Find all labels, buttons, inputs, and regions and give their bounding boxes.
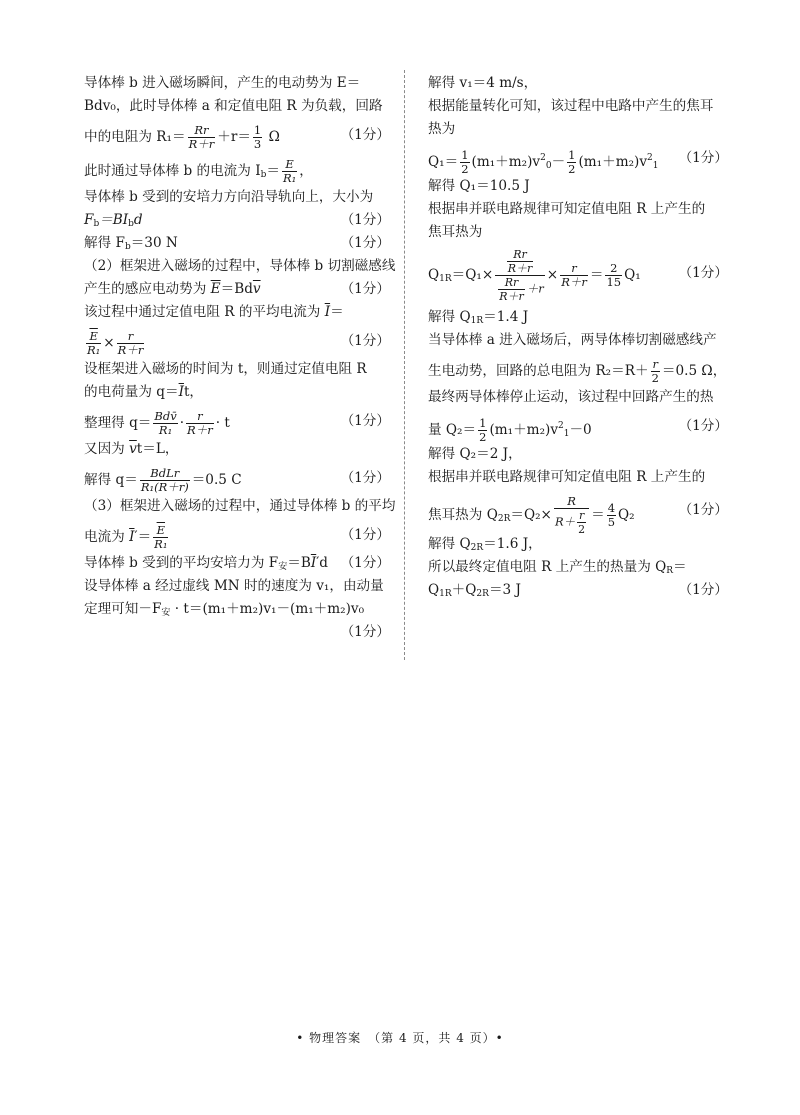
page-footer: • 物理答案 （第 4 页，共 4 页）• bbox=[296, 1031, 504, 1045]
equation-line: 电流为 $\overline{I}'=$ $\frac{\overline{E}}{\text{R₁}}$ （1分） bbox=[84, 523, 390, 551]
score-mark: （1分） bbox=[340, 413, 390, 429]
text-line: （2）框架进入磁场的过程中，导体棒 b 切割磁感线 bbox=[84, 258, 396, 274]
equation-line: 此时通过导体棒 b 的电流为 $I_b=$ $\frac{E}{\text{R₁}}$ ， bbox=[84, 157, 313, 185]
column-divider bbox=[404, 70, 405, 660]
text-line: 解得 Q₁＝10.5 J bbox=[428, 178, 530, 194]
text-line: 解得 v₁＝4 m/s， bbox=[428, 75, 538, 91]
score-mark: （1分） bbox=[678, 582, 728, 598]
score-mark: （1分） bbox=[678, 265, 728, 281]
text-line: 当导体棒 a 进入磁场后，两导体棒切割磁感线产 bbox=[428, 332, 717, 348]
text-line: 根据串并联电路规律可知定值电阻 R 上产生的 bbox=[428, 201, 706, 217]
score-mark: （1分） bbox=[340, 555, 390, 571]
equation-line: 整理得 q＝ $\frac{\text{Bdv̄}}{\text{R₁}}$ · $\frac{r}{R+r}$ · t （1分） bbox=[84, 409, 390, 437]
equation-line: 解得 $F_b=30$ N （1分） bbox=[84, 232, 390, 255]
score-mark: （1分） bbox=[678, 418, 728, 434]
equation-line: 中的电阻为 R₁＝ $\frac{Rr}{R+r}$ ＋r＝ $\frac{1}{3}$ Ω （1分） bbox=[84, 123, 390, 151]
score-mark: （1分） bbox=[340, 235, 390, 251]
text-line: 焦耳热为 bbox=[428, 224, 483, 240]
equation-line: 焦耳热为 $Q_{2R}=Q_2\times$ R R＋ $\frac{r}{2}$ ＝ $\frac{4}{5}$ Q₂ （1分） bbox=[428, 494, 728, 536]
text-line: Bdv₀，此时导体棒 a 和定值电阻 R 为负载，回路 bbox=[84, 98, 383, 114]
equation-line: 定理可知$-F_安 \cdot t=(m_1+m_2)v_1-(m_1+m_2)v_0$ bbox=[84, 601, 365, 618]
text-line: 设导体棒 a 经过虚线 MN 时的速度为 v₁，由动量 bbox=[84, 578, 384, 594]
text-line: 该过程中通过定值电阻 R 的平均电流为 $\overline{I}=$ bbox=[84, 304, 344, 320]
score-mark: （1分） bbox=[340, 470, 390, 486]
text-line: 导体棒 b 受到的安培力方向沿导轨向上，大小为 bbox=[84, 189, 374, 205]
equation-line: 所以最终定值电阻 R 上产生的热量为 $Q_R=$ bbox=[428, 559, 687, 576]
text-line: 最终两导体棒停止运动，该过程中回路产生的热 bbox=[428, 389, 714, 405]
score-mark: （1分） bbox=[340, 333, 390, 349]
text-line: （3）框架进入磁场的过程中，通过导体棒 b 的平均 bbox=[84, 498, 396, 514]
equation-line: 产生的感应电动势为 $\overline{E}=Bd\overline{v}$ （1分） bbox=[84, 278, 390, 301]
equation-line: $Q_{1R}=Q_1\times$ $\frac{Rr}{R+r}$ $\frac{Rr}{R+r}$ ＋r × $\frac{r}{R+r}$ ＝ $\frac{2}{15}$ Q₁ （1分） bbox=[428, 248, 728, 303]
equation-line: $\frac{\overline{E}}{\text{R₁}}$ × $\frac{r}{R+r}$ （1分） bbox=[87, 329, 390, 357]
score-mark: （1分） bbox=[340, 527, 390, 543]
equation-line: 生电动势，回路的总电阻为 R₂＝R＋ $\frac{r}{2}$ ＝0.5 Ω， bbox=[428, 357, 727, 385]
text-line: 解得 Q₂＝2 J， bbox=[428, 446, 522, 462]
score-mark: （1分） bbox=[340, 127, 390, 143]
score-mark: （1分） bbox=[340, 212, 390, 228]
score-mark: （1分） bbox=[340, 624, 390, 640]
equation-line: 解得 q＝ $\frac{\text{BdLr}}{\text{R₁(R＋r)}}$ ＝0.5 C （1分） bbox=[84, 466, 390, 494]
equation-line: Q₁＝ $\frac{1}{2}$ $(m_1+m_2)v^2_0-$ $\frac{1}{2}$ $(m_1+m_2)v^2_1$ （1分） bbox=[428, 148, 728, 176]
score-line bbox=[84, 621, 390, 644]
text-line: 的电荷量为 $q=\overline{I}t$， bbox=[84, 384, 204, 400]
text-line: 根据串并联电路规律可知定值电阻 R 上产生的 bbox=[428, 469, 706, 485]
score-mark: （1分） bbox=[678, 502, 728, 518]
text-line: 设框架进入磁场的时间为 t，则通过定值电阻 R bbox=[84, 361, 367, 377]
equation-line: 导体棒 b 受到的平均安培力为 $F_安=B\overline{I}'d$ （1分） bbox=[84, 552, 390, 575]
right-column bbox=[428, 72, 728, 602]
equation-line: 解得 $Q_{1R}=1.4$ J bbox=[428, 309, 529, 326]
equation-line: $F_b=BI_bd$ （1分） bbox=[84, 209, 390, 232]
equation-line: 解得 $Q_{2R}=1.6$ J， bbox=[428, 536, 542, 553]
equation-line: $Q_{1R}+Q_{2R}=3$ J （1分） bbox=[428, 579, 728, 602]
score-mark: （1分） bbox=[678, 150, 728, 166]
left-column bbox=[84, 72, 396, 644]
text-line: 根据能量转化可知，该过程中电路中产生的焦耳 bbox=[428, 98, 714, 114]
score-mark: （1分） bbox=[340, 281, 390, 297]
text-line: 导体棒 b 进入磁场瞬间，产生的电动势为 E＝ bbox=[84, 75, 361, 91]
equation-line: 量 Q₂＝ $\frac{1}{2}$ $(m_1+m_2)v^2_1-0$ （1分） bbox=[428, 416, 728, 444]
text-line: 热为 bbox=[428, 121, 456, 137]
text-line: 又因为 $\overline{v}t=L$， bbox=[84, 441, 179, 457]
